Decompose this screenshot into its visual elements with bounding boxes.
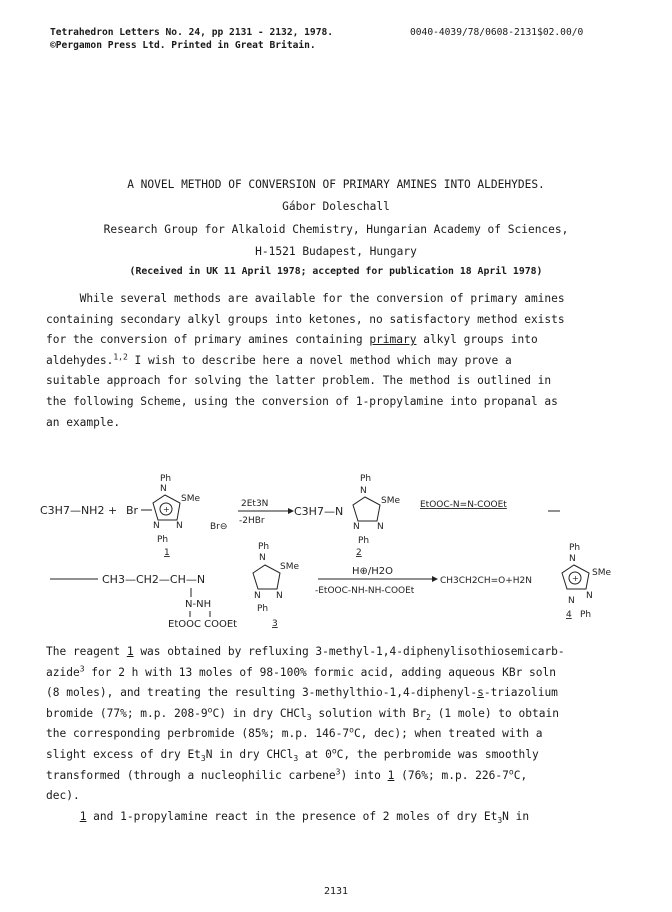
svg-text:+: + <box>163 505 170 514</box>
bromide-label: Br <box>126 504 139 517</box>
svg-text:N: N <box>276 591 283 601</box>
propanal-product: CH3CH2CH=O+H2N <box>440 576 532 586</box>
svg-text:+: + <box>572 574 579 583</box>
affiliation-line-2: H-1521 Budapest, Hungary <box>255 245 417 258</box>
author-name: Gábor Doleschall <box>282 200 390 213</box>
triazole-ring-3 <box>253 542 299 614</box>
svg-text:Ph: Ph <box>257 604 269 614</box>
svg-text:N: N <box>360 486 367 496</box>
svg-text:N: N <box>586 591 593 601</box>
affiliation-line-1: Research Group for Alkaloid Chemistry, Hungarian Academy of Sciences, <box>103 223 569 236</box>
svg-text:N: N <box>568 596 575 606</box>
bromide-anion: Br⊖ <box>210 522 228 532</box>
intro-paragraph: While several methods are available for the conversion of primary amines containing secondary alkyl groups into ketones, no satisfactory method exists for the conversion of primary amines containing primary alkyl groups into aldehydes.$^{1,2}$ I wish to describe here a novel method which may prove a suitable approach for solving the latter problem. The method is outlined in the following Scheme, using the conversion of 1-propylamine into propanal as an example. <box>46 292 565 429</box>
propyl-amino-label: C3H7—N <box>294 505 344 518</box>
hydrolysis-reagent: H⊕/H2O <box>352 566 394 577</box>
triazolium-ring-1 <box>153 474 200 545</box>
reaction-scheme <box>40 465 640 630</box>
svg-text:N: N <box>153 521 160 531</box>
hydrazine-byproduct: -EtOOC-NH-NH-COOEt <box>315 586 415 596</box>
ester-groups: EtOOC COOEt <box>168 619 238 630</box>
base-reagent: 2Et3N <box>241 499 269 509</box>
svg-text:Ph: Ph <box>258 542 270 552</box>
page-number: 2131 <box>323 886 349 897</box>
propylamine-label: C3H7—NH2 + <box>40 504 118 517</box>
svg-text:SMe: SMe <box>181 494 201 504</box>
compound-label-2: 2 <box>356 548 362 558</box>
svg-text:Ph: Ph <box>360 474 372 484</box>
publisher-line: ©Pergamon Press Ltd. Printed in Great Britain. <box>50 40 316 51</box>
svg-text:Ph: Ph <box>569 543 581 553</box>
svg-text:SMe: SMe <box>280 562 300 572</box>
svg-text:SMe: SMe <box>381 496 401 506</box>
svg-text:N: N <box>569 554 576 564</box>
svg-text:SMe: SMe <box>592 568 612 578</box>
article-title: A NOVEL METHOD OF CONVERSION OF PRIMARY AMINES INTO ALDEHYDES. <box>127 178 545 191</box>
triazole-ring-2 <box>353 474 400 546</box>
received-date: (Received in UK 11 April 1978; accepted for publication 18 April 1978) <box>129 266 543 277</box>
hydrazide-nnh: N-NH <box>185 599 212 610</box>
svg-text:N: N <box>259 553 266 563</box>
svg-text:N: N <box>353 522 360 532</box>
svg-text:Ph: Ph <box>160 474 172 484</box>
hbr-loss: -2HBr <box>239 516 265 526</box>
svg-text:N: N <box>254 591 261 601</box>
compound-label-3: 3 <box>272 619 278 629</box>
compound-label-4: 4 <box>566 610 572 620</box>
svg-text:N: N <box>160 484 167 494</box>
compound-label-1: 1 <box>164 548 170 558</box>
svg-text:N: N <box>176 521 183 531</box>
dead-reagent: EtOOC-N=N-COOEt <box>420 500 507 510</box>
triazolium-ring-4 <box>562 543 611 620</box>
article-code: 0040-4039/78/0608-2131$02.00/0 <box>410 27 584 38</box>
svg-text:Ph: Ph <box>157 535 169 545</box>
svg-text:N: N <box>377 522 384 532</box>
adduct-chain: CH3—CH2—CH—N <box>102 573 206 586</box>
experimental-paragraph: The reagent 1 was obtained by refluxing 3-methyl-1,4-diphenylisothiosemicarb- azide$^3$ for 2 h with 13 moles of 98-100% formic acid, adding aqueous KBr soln (8 moles), and treating the resulting 3-methylthio-1,4-diphenyl-s-triazolium bromide (77%; m.p. 208-9$^o$C) in dry CHCl$_3$ solution with $Br_2$ (1 mole) to obtain the corresponding perbromide (85%; m.p. 146-7$^o$C, dec); when treated with a slight excess of dry $Et_3N$ in dry CHCl$_3$ at 0$^o$C, the perbromide was smoothly transformed (through a nucleophilic carbene$^3$) into 1 (76%; m.p. 226-7$^o$C, dec). 1 and 1-propylamine react in the presence of 2 moles of dry $Et_3N$ in <box>46 645 565 825</box>
svg-text:Ph: Ph <box>580 610 592 620</box>
journal-citation: Tetrahedron Letters No. 24, pp 2131 - 2132, 1978. <box>50 27 334 38</box>
svg-text:Ph: Ph <box>358 536 370 546</box>
